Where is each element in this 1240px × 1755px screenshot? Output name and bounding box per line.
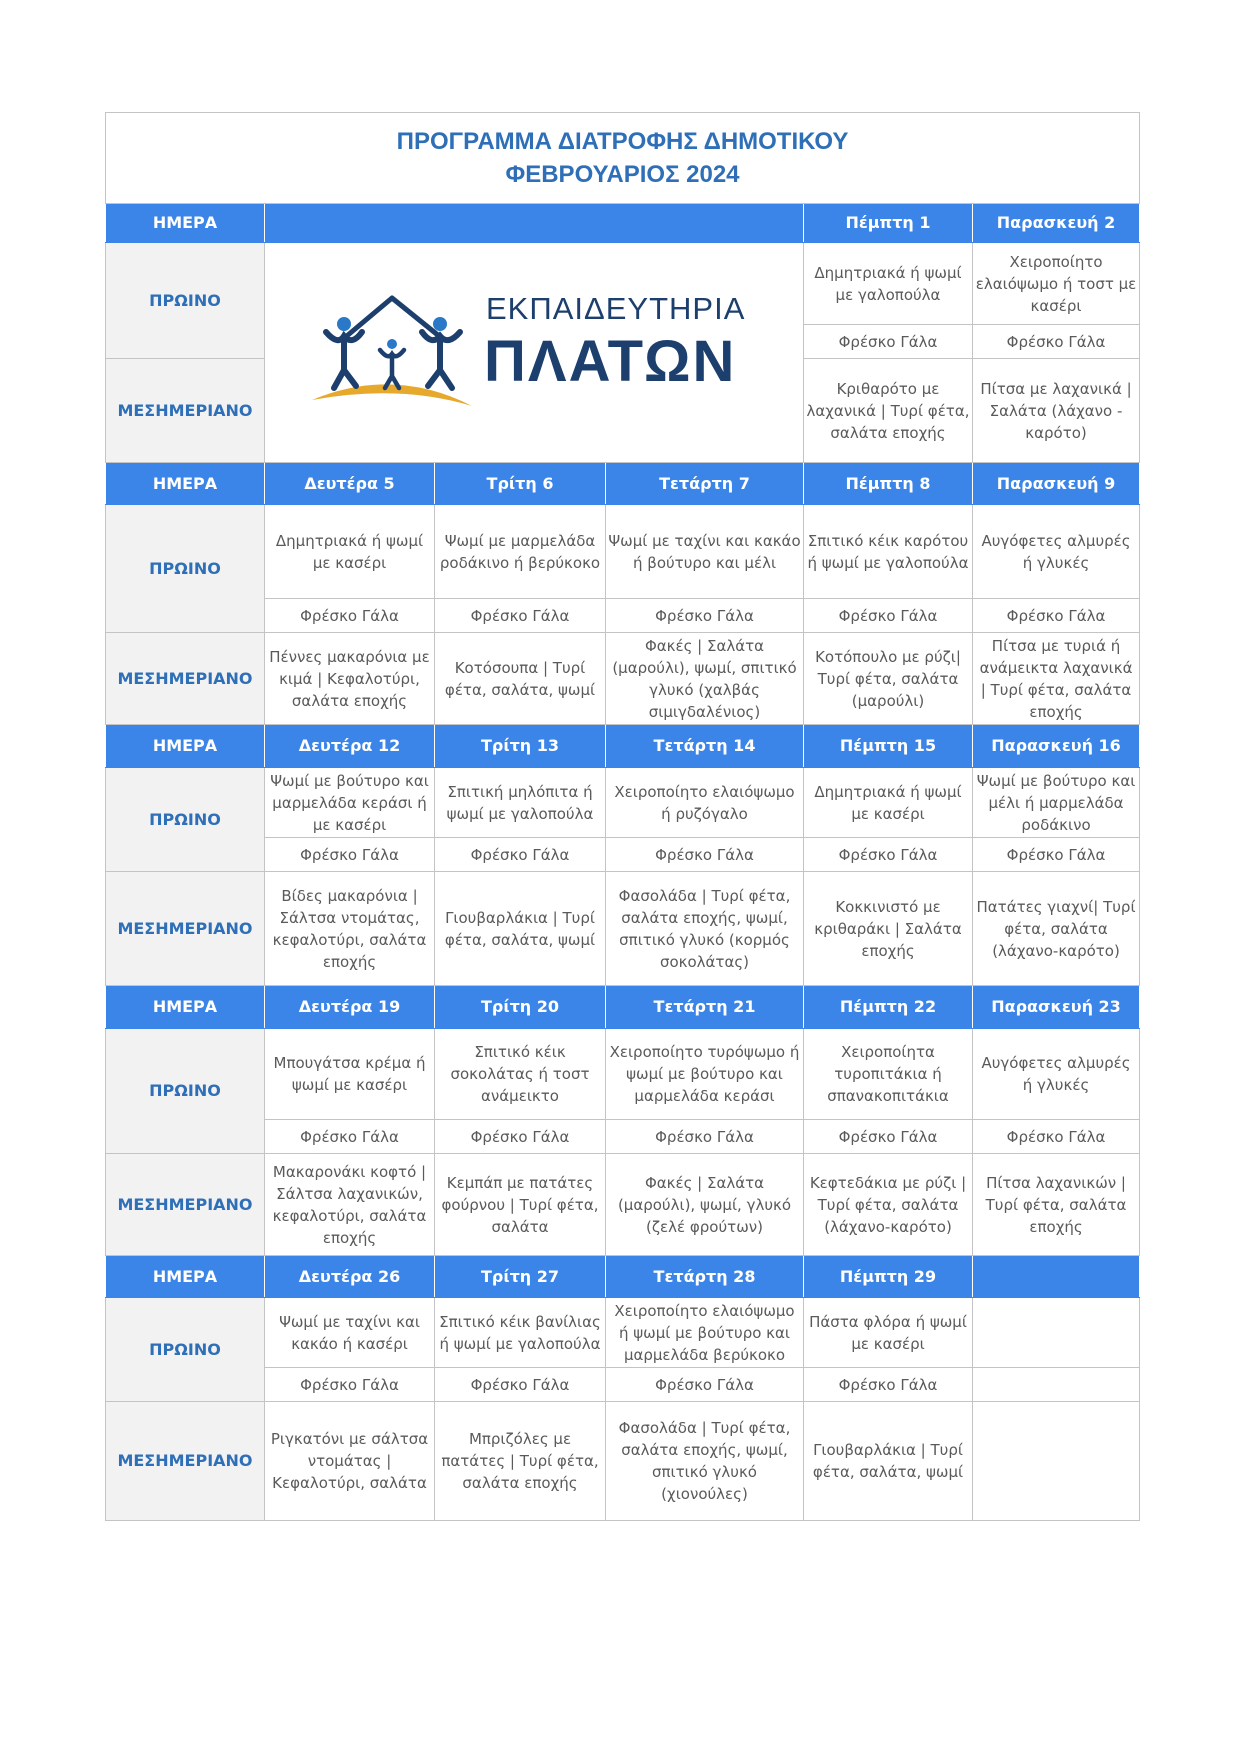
day-name: Τρίτη 20 [435, 986, 606, 1029]
lunch-cell: Φακές | Σαλάτα (μαρούλι), ψωμί, σπιτικό γλυκό (χαλβάς σιμιγδαλένιος) [606, 633, 804, 725]
lunch-cell: Μπριζόλες με πατάτες | Τυρί φέτα, σαλάτα εποχής [435, 1402, 606, 1521]
milk-cell: Φρέσκο Γάλα [973, 1120, 1140, 1154]
day-name: Παρασκευή 16 [973, 725, 1140, 768]
milk-cell: Φρέσκο Γάλα [435, 599, 606, 633]
breakfast-cell: Σπιτικό κέικ καρότου ή ψωμί με γαλοπούλα [804, 505, 973, 599]
milk-cell: Φρέσκο Γάλα [973, 325, 1140, 359]
breakfast-cell: Αυγόφετες αλμυρές ή γλυκές [973, 505, 1140, 599]
day-name: Τετάρτη 21 [606, 986, 804, 1029]
week2-lunch-row [106, 633, 1140, 725]
lunch-cell: Κριθαρότο με λαχανικά | Τυρί φέτα, σαλάτα εποχής [804, 359, 973, 463]
day-label: ΗΜΕΡΑ [106, 204, 265, 243]
breakfast-cell: Σπιτικό κέικ σοκολάτας ή τοστ ανάμεικτο [435, 1029, 606, 1120]
milk-cell: Φρέσκο Γάλα [606, 1368, 804, 1402]
breakfast-label: ΠΡΩΙΝΟ [106, 243, 265, 359]
milk-cell: Φρέσκο Γάλα [435, 1368, 606, 1402]
breakfast-label: ΠΡΩΙΝΟ [106, 505, 265, 633]
breakfast-cell: Χειροποίητο ελαιόψωμο ή ψωμί με βούτυρο και μαρμελάδα βερύκοκο [606, 1298, 804, 1368]
breakfast-cell: Σπιτικό κέικ βανίλιας ή ψωμί με γαλοπούλα [435, 1298, 606, 1368]
milk-cell: Φρέσκο Γάλα [265, 838, 435, 872]
breakfast-cell: Χειροποίητα τυροπιτάκια ή σπανακοπιτάκια [804, 1029, 973, 1120]
menu-sheet [105, 112, 1139, 1521]
breakfast-cell: Ψωμί με βούτυρο και μαρμελάδα κεράσι ή με κασέρι [265, 768, 435, 838]
day-name: Παρασκευή 23 [973, 986, 1140, 1029]
day-label: ΗΜΕΡΑ [106, 986, 265, 1029]
day-name: Δευτέρα 12 [265, 725, 435, 768]
logo-cell [265, 243, 804, 463]
day-name: Δευτέρα 26 [265, 1256, 435, 1298]
day-name: Τρίτη 13 [435, 725, 606, 768]
lunch-cell: Φακές | Σαλάτα (μαρούλι), ψωμί, γλυκό (ζελέ φρούτων) [606, 1154, 804, 1256]
week1-day-header [106, 204, 1140, 243]
day-name: Δευτέρα 5 [265, 463, 435, 505]
breakfast-cell: Δημητριακά ή ψωμί με κασέρι [804, 768, 973, 838]
lunch-cell: Πέννες μακαρόνια με κιμά | Κεφαλοτύρι, σαλάτα εποχής [265, 633, 435, 725]
lunch-label: ΜΕΣΗΜΕΡΙΑΝΟ [106, 1402, 265, 1521]
empty-header-cell [265, 204, 804, 243]
title-row [106, 113, 1140, 204]
breakfast-cell: Χειροποίητο ελαιόψωμο ή ρυζόγαλο [606, 768, 804, 838]
week4-breakfast-row [106, 1029, 1140, 1120]
lunch-cell: Πίτσα με τυριά ή ανάμεικτα λαχανικά | Τυρί φέτα, σαλάτα εποχής [973, 633, 1140, 725]
milk-cell [973, 1368, 1140, 1402]
breakfast-cell: Αυγόφετες αλμυρές ή γλυκές [973, 1029, 1140, 1120]
lunch-cell: Κεφτεδάκια με ρύζι | Τυρί φέτα, σαλάτα (λάχανο-καρότο) [804, 1154, 973, 1256]
lunch-cell: Πίτσα λαχανικών | Τυρί φέτα, σαλάτα εποχής [973, 1154, 1140, 1256]
lunch-cell: Φασολάδα | Τυρί φέτα, σαλάτα εποχής, ψωμί, σπιτικό γλυκό (κορμός σοκολάτας) [606, 872, 804, 986]
day-name: Τρίτη 27 [435, 1256, 606, 1298]
day-label: ΗΜΕΡΑ [106, 725, 265, 768]
week5-lunch-row [106, 1402, 1140, 1521]
breakfast-cell: Ψωμί με ταχίνι και κακάο ή βούτυρο και μέλι [606, 505, 804, 599]
milk-cell: Φρέσκο Γάλα [435, 838, 606, 872]
lunch-label: ΜΕΣΗΜΕΡΙΑΝΟ [106, 1154, 265, 1256]
lunch-cell: Κοτόπουλο με ρύζι| Τυρί φέτα, σαλάτα (μαρούλι) [804, 633, 973, 725]
breakfast-cell [973, 1298, 1140, 1368]
lunch-cell: Φασολάδα | Τυρί φέτα, σαλάτα εποχής, ψωμί, σπιτικό γλυκό (χιονούλες) [606, 1402, 804, 1521]
day-name: Παρασκευή 2 [973, 204, 1140, 243]
milk-cell: Φρέσκο Γάλα [606, 838, 804, 872]
milk-cell: Φρέσκο Γάλα [265, 599, 435, 633]
house-family-icon [304, 288, 484, 418]
week3-lunch-row [106, 872, 1140, 986]
document-title [106, 113, 1140, 204]
week4-lunch-row [106, 1154, 1140, 1256]
week1-breakfast-row [106, 243, 1140, 325]
milk-cell: Φρέσκο Γάλα [606, 1120, 804, 1154]
day-name: Πέμπτη 1 [804, 204, 973, 243]
title-line-2: ΦΕΒΡΟΥΑΡΙΟΣ 2024 [505, 161, 740, 188]
lunch-cell [973, 1402, 1140, 1521]
platon-logo [304, 288, 764, 418]
day-name: Πέμπτη 15 [804, 725, 973, 768]
meal-schedule-table [105, 112, 1140, 1521]
milk-cell: Φρέσκο Γάλα [804, 838, 973, 872]
week2-breakfast-row [106, 505, 1140, 599]
milk-cell: Φρέσκο Γάλα [973, 599, 1140, 633]
day-label: ΗΜΕΡΑ [106, 463, 265, 505]
week5-day-header [106, 1256, 1140, 1298]
breakfast-cell: Μπουγάτσα κρέμα ή ψωμί με κασέρι [265, 1029, 435, 1120]
lunch-cell: Κοτόσουπα | Τυρί φέτα, σαλάτα, ψωμί [435, 633, 606, 725]
week3-day-header [106, 725, 1140, 768]
breakfast-cell: Πάστα φλόρα ή ψωμί με κασέρι [804, 1298, 973, 1368]
lunch-cell: Βίδες μακαρόνια | Σάλτσα ντομάτας, κεφαλοτύρι, σαλάτα εποχής [265, 872, 435, 986]
breakfast-cell: Ψωμί με βούτυρο και μέλι ή μαρμελάδα ροδάκινο [973, 768, 1140, 838]
lunch-cell: Μακαρονάκι κοφτό | Σάλτσα λαχανικών, κεφαλοτύρι, σαλάτα εποχής [265, 1154, 435, 1256]
week4-day-header [106, 986, 1140, 1029]
milk-cell: Φρέσκο Γάλα [973, 838, 1140, 872]
breakfast-label: ΠΡΩΙΝΟ [106, 1298, 265, 1402]
lunch-cell: Κεμπάπ με πατάτες φούρνου | Τυρί φέτα, σαλάτα [435, 1154, 606, 1256]
lunch-cell: Ριγκατόνι με σάλτσα ντομάτας | Κεφαλοτύρι, σαλάτα [265, 1402, 435, 1521]
breakfast-label: ΠΡΩΙΝΟ [106, 768, 265, 872]
milk-cell: Φρέσκο Γάλα [804, 599, 973, 633]
breakfast-cell: Σπιτική μηλόπιτα ή ψωμί με γαλοπούλα [435, 768, 606, 838]
breakfast-cell: Δημητριακά ή ψωμί με γαλοπούλα [804, 243, 973, 325]
day-label: ΗΜΕΡΑ [106, 1256, 265, 1298]
day-name: Τετάρτη 14 [606, 725, 804, 768]
week5-breakfast-row [106, 1298, 1140, 1368]
lunch-label: ΜΕΣΗΜΕΡΙΑΝΟ [106, 633, 265, 725]
lunch-cell: Πίτσα με λαχανικά | Σαλάτα (λάχανο - καρότο) [973, 359, 1140, 463]
title-line-1: ΠΡΟΓΡΑΜΜΑ ΔΙΑΤΡΟΦΗΣ ΔΗΜΟΤΙΚΟΥ [396, 128, 849, 155]
day-name: Πέμπτη 22 [804, 986, 973, 1029]
logo-text-top: ΕΚΠΑΙΔΕΥΤΗΡΙΑ [486, 290, 746, 326]
milk-cell: Φρέσκο Γάλα [804, 1368, 973, 1402]
day-name: Πέμπτη 29 [804, 1256, 973, 1298]
milk-cell: Φρέσκο Γάλα [265, 1120, 435, 1154]
milk-cell: Φρέσκο Γάλα [435, 1120, 606, 1154]
lunch-cell: Κοκκινιστό με κριθαράκι | Σαλάτα εποχής [804, 872, 973, 986]
lunch-cell: Γιουβαρλάκια | Τυρί φέτα, σαλάτα, ψωμί [435, 872, 606, 986]
day-name: Παρασκευή 9 [973, 463, 1140, 505]
lunch-cell: Γιουβαρλάκια | Τυρί φέτα, σαλάτα, ψωμί [804, 1402, 973, 1521]
breakfast-cell: Χειροποίητο ελαιόψωμο ή τοστ με κασέρι [973, 243, 1140, 325]
lunch-label: ΜΕΣΗΜΕΡΙΑΝΟ [106, 359, 265, 463]
lunch-cell: Πατάτες γιαχνί| Τυρί φέτα, σαλάτα (λάχανο-καρότο) [973, 872, 1140, 986]
day-name: Τετάρτη 28 [606, 1256, 804, 1298]
day-name [973, 1256, 1140, 1298]
milk-cell: Φρέσκο Γάλα [804, 1120, 973, 1154]
lunch-label: ΜΕΣΗΜΕΡΙΑΝΟ [106, 872, 265, 986]
breakfast-label: ΠΡΩΙΝΟ [106, 1029, 265, 1154]
breakfast-cell: Δημητριακά ή ψωμί με κασέρι [265, 505, 435, 599]
day-name: Τρίτη 6 [435, 463, 606, 505]
milk-cell: Φρέσκο Γάλα [265, 1368, 435, 1402]
day-name: Τετάρτη 7 [606, 463, 804, 505]
day-name: Δευτέρα 19 [265, 986, 435, 1029]
week2-day-header [106, 463, 1140, 505]
week3-breakfast-row [106, 768, 1140, 838]
breakfast-cell: Ψωμί με ταχίνι και κακάο ή κασέρι [265, 1298, 435, 1368]
breakfast-cell: Ψωμί με μαρμελάδα ροδάκινο ή βερύκοκο [435, 505, 606, 599]
milk-cell: Φρέσκο Γάλα [804, 325, 973, 359]
day-name: Πέμπτη 8 [804, 463, 973, 505]
logo-text-main: ΠΛΑΤΩΝ [484, 328, 737, 394]
milk-cell: Φρέσκο Γάλα [606, 599, 804, 633]
breakfast-cell: Χειροποίητο τυρόψωμο ή ψωμί με βούτυρο και μαρμελάδα κεράσι [606, 1029, 804, 1120]
